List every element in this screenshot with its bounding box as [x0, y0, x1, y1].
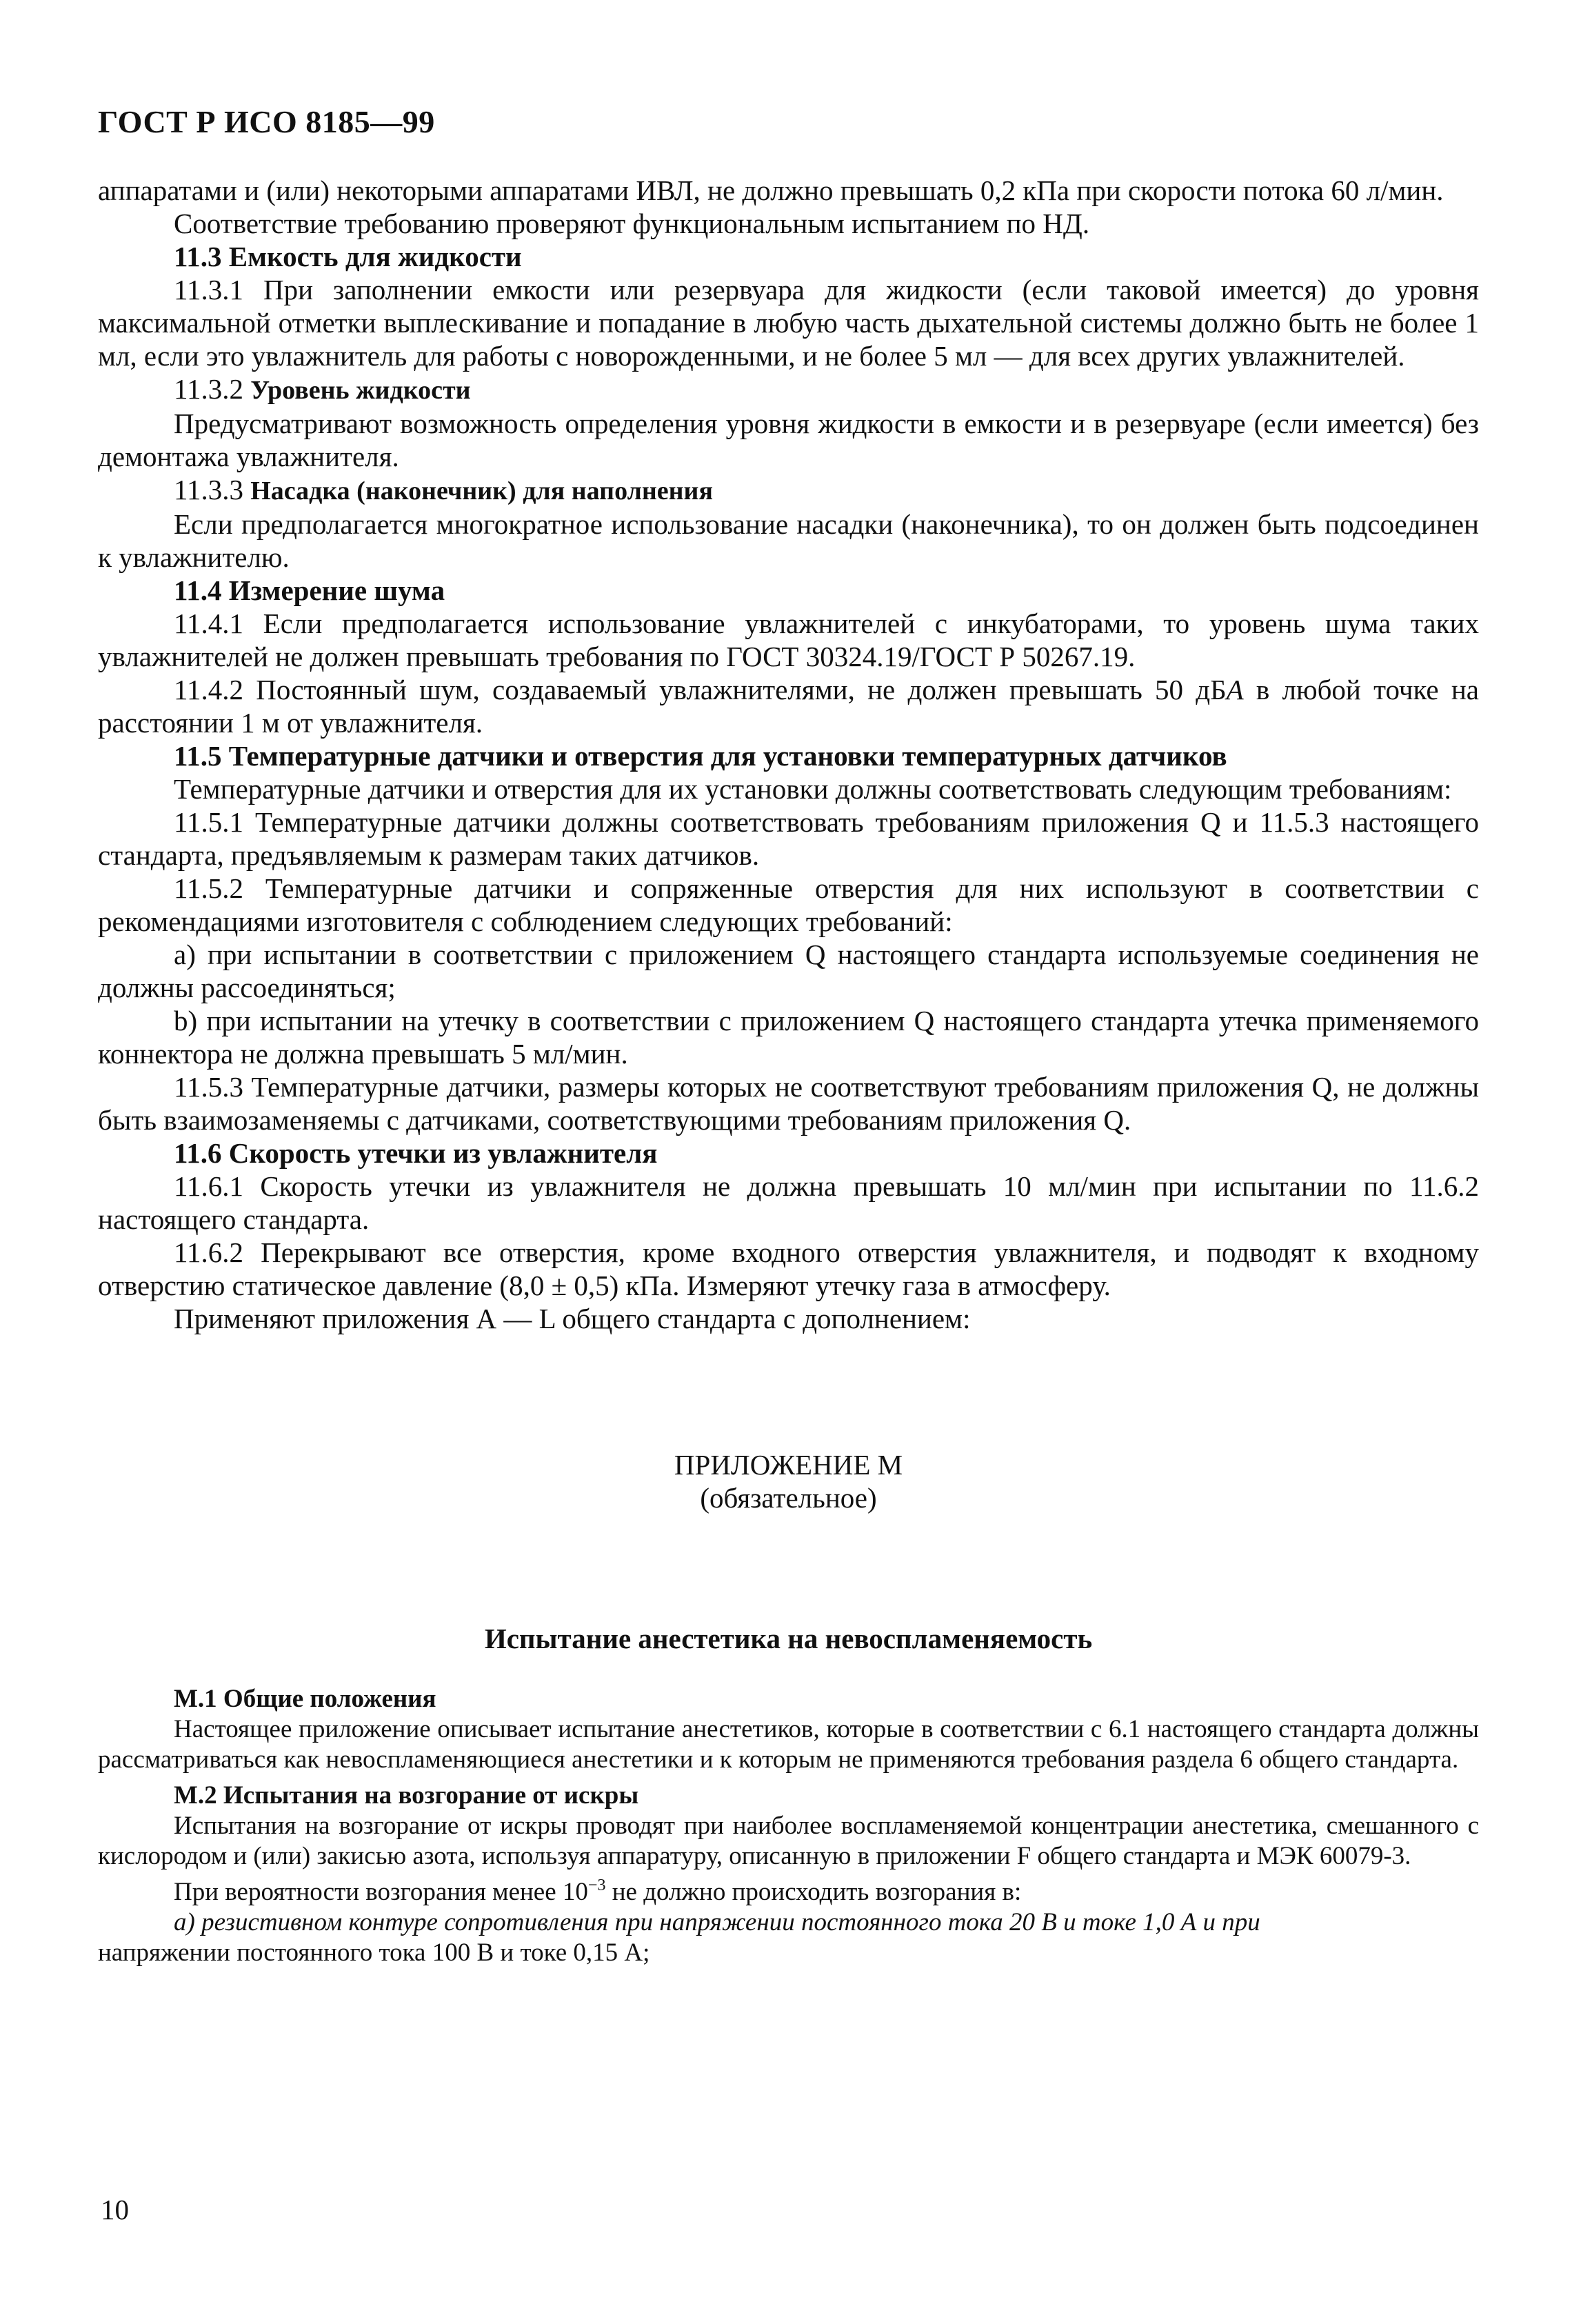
appendix-status: (обязательное) — [700, 1482, 877, 1514]
paragraph-11-6-2: 11.6.2 Перекрывают все отверстия, кроме входного отверстия увлажнителя, и подводят к входному отверстию статическое давление (8,0 ± 0,5) кПа. Измеряют утечку газа в атмосферу. — [98, 1236, 1479, 1301]
paragraph-apply: Применяют приложения А — L общего стандарта с дополнением: — [174, 1303, 971, 1334]
exponent: −3 — [587, 1876, 606, 1894]
section-heading-m1: М.1 Общие положения — [174, 1685, 436, 1713]
paragraph-11-4-1: 11.4.1 Если предполагается использование увлажнителей с инкубаторами, то уровень шума таких увлажнителей не должен превышать требования по ГОСТ 30324.19/ГОСТ Р 50267.19. — [98, 608, 1479, 672]
heading-number: 11.3.3 — [174, 474, 243, 505]
list-item-a: a) при испытании в соответствии с приложением Q настоящего стандарта используемые соединения не должны рассоединяться; — [98, 939, 1479, 1003]
appendix-title: Испытание анестетика на невоспламеняемость — [484, 1623, 1093, 1654]
section-heading-11-5: 11.5 Температурные датчики и отверстия для установки температурных датчиков — [174, 740, 1227, 772]
heading-text: Насадка (наконечник) для наполнения — [250, 477, 714, 505]
appendix-label: ПРИЛОЖЕНИЕ М — [674, 1449, 903, 1481]
list-item-a-italic: а) резистивном контуре сопротивления при напряжении постоянного тока 20 В и токе 1,0 А и при — [174, 1908, 1260, 1936]
section-heading-11-4: 11.4 Измерение шума — [174, 574, 445, 606]
paragraph-11-6-1: 11.6.1 Скорость утечки из увлажнителя не должна превышать 10 мл/мин при испытании по 11.6.2 настоящего стандарта. — [98, 1170, 1479, 1235]
section-heading-m2: М.2 Испытания на возгорание от искры — [174, 1781, 639, 1810]
paragraph-11-3-3: Если предполагается многократное использование насадки (наконечника), то он должен быть подсоединен к увлажнителю. — [98, 508, 1479, 573]
appendix-body — [98, 1684, 1479, 1968]
subsection-heading-11-3-2 — [98, 372, 1479, 407]
page-number: 10 — [101, 2194, 129, 2225]
document-body — [98, 174, 1479, 1968]
subsection-heading-11-3-3 — [98, 473, 1479, 508]
text-fragment: не должно происходить возгорания в: — [605, 1878, 1022, 1906]
paragraph-probability — [98, 1877, 1479, 1907]
appendix-label-block — [98, 1448, 1479, 1514]
paragraph: аппаратами и (или) некоторыми аппаратами ИВЛ, не должно превышать 0,2 кПа при скорости потока 60 л/мин. — [98, 174, 1444, 206]
paragraph: Соответствие требованию проверяют функциональным испытанием по НД. — [174, 208, 1090, 239]
text-fragment: При вероятности возгорания менее 10 — [174, 1878, 588, 1906]
paragraph-m2: Испытания на возгорание от искры проводят при наиболее воспламеняемой концентрации анестетика, смешанного с кислородом и (или) закисью азота, используя аппаратуру, описанную в приложении F общего стандарта и МЭК 60079-3. — [98, 1812, 1479, 1870]
text-fragment: 11.4.2 Постоянный шум, создаваемый увлажнителями, не должен превышать 50 дБ — [174, 674, 1227, 705]
text-fragment: в любой точке на расстоянии 1 м от увлажнителя. — [98, 674, 1479, 739]
paragraph-11-5-1: 11.5.1 Температурные датчики должны соответствовать требованиям приложения Q и 11.5.3 настоящего стандарта, предъявляемым к размерам таких датчиков. — [98, 806, 1479, 871]
paragraph-m1: Настоящее приложение описывает испытание анестетиков, которые в соответствии с 6.1 настоящего стандарта должны рассматриваться как невоспламеняющиеся анестетики и к которым не применяются требования раздела 6 общего стандарта. — [98, 1715, 1479, 1774]
section-heading-11-6: 11.6 Скорость утечки из увлажнителя — [174, 1137, 658, 1169]
unit-italic: А — [1226, 674, 1244, 705]
document-header: ГОСТ Р ИСО 8185—99 — [98, 104, 435, 139]
paragraph-11-3-1: 11.3.1 При заполнении емкости или резервуара для жидкости (если таковой имеется) до уровня максимальной отметки выплескивание и попадание в любую часть дыхательной системы должно быть не более 1 мл, если это увлажнитель для работы с новорожденными, и не более 5 мл — для всех других увлажнителей. — [98, 274, 1479, 372]
paragraph-11-3-2: Предусматривают возможность определения уровня жидкости в емкости и в резервуаре (если имеется) без демонтажа увлажнителя. — [98, 408, 1479, 472]
section-heading-11-3: 11.3 Емкость для жидкости — [174, 241, 522, 272]
paragraph-11-4-2 — [98, 673, 1479, 739]
paragraph-11-5-3: 11.5.3 Температурные датчики, размеры которых не соответствуют требованиям приложения Q, не должны быть взаимозаменяемы с датчиками, соответствующими требованиям приложения Q. — [98, 1071, 1479, 1136]
heading-text: Уровень жидкости — [250, 376, 471, 405]
list-item-b: b) при испытании на утечку в соответствии с приложением Q настоящего стандарта утечка применяемого коннектора не должна превышать 5 мл/мин. — [98, 1005, 1479, 1070]
paragraph-11-5: Температурные датчики и отверстия для их установки должны соответствовать следующим требованиям: — [174, 773, 1452, 805]
list-item-a-continuation: напряжении постоянного тока 100 В и токе 0,15 А; — [98, 1939, 650, 1967]
paragraph-11-5-2: 11.5.2 Температурные датчики и сопряженные отверстия для них используют в соответствии с рекомендациями изготовителя с соблюдением следующих требований: — [98, 872, 1479, 937]
heading-number: 11.3.2 — [174, 373, 243, 405]
